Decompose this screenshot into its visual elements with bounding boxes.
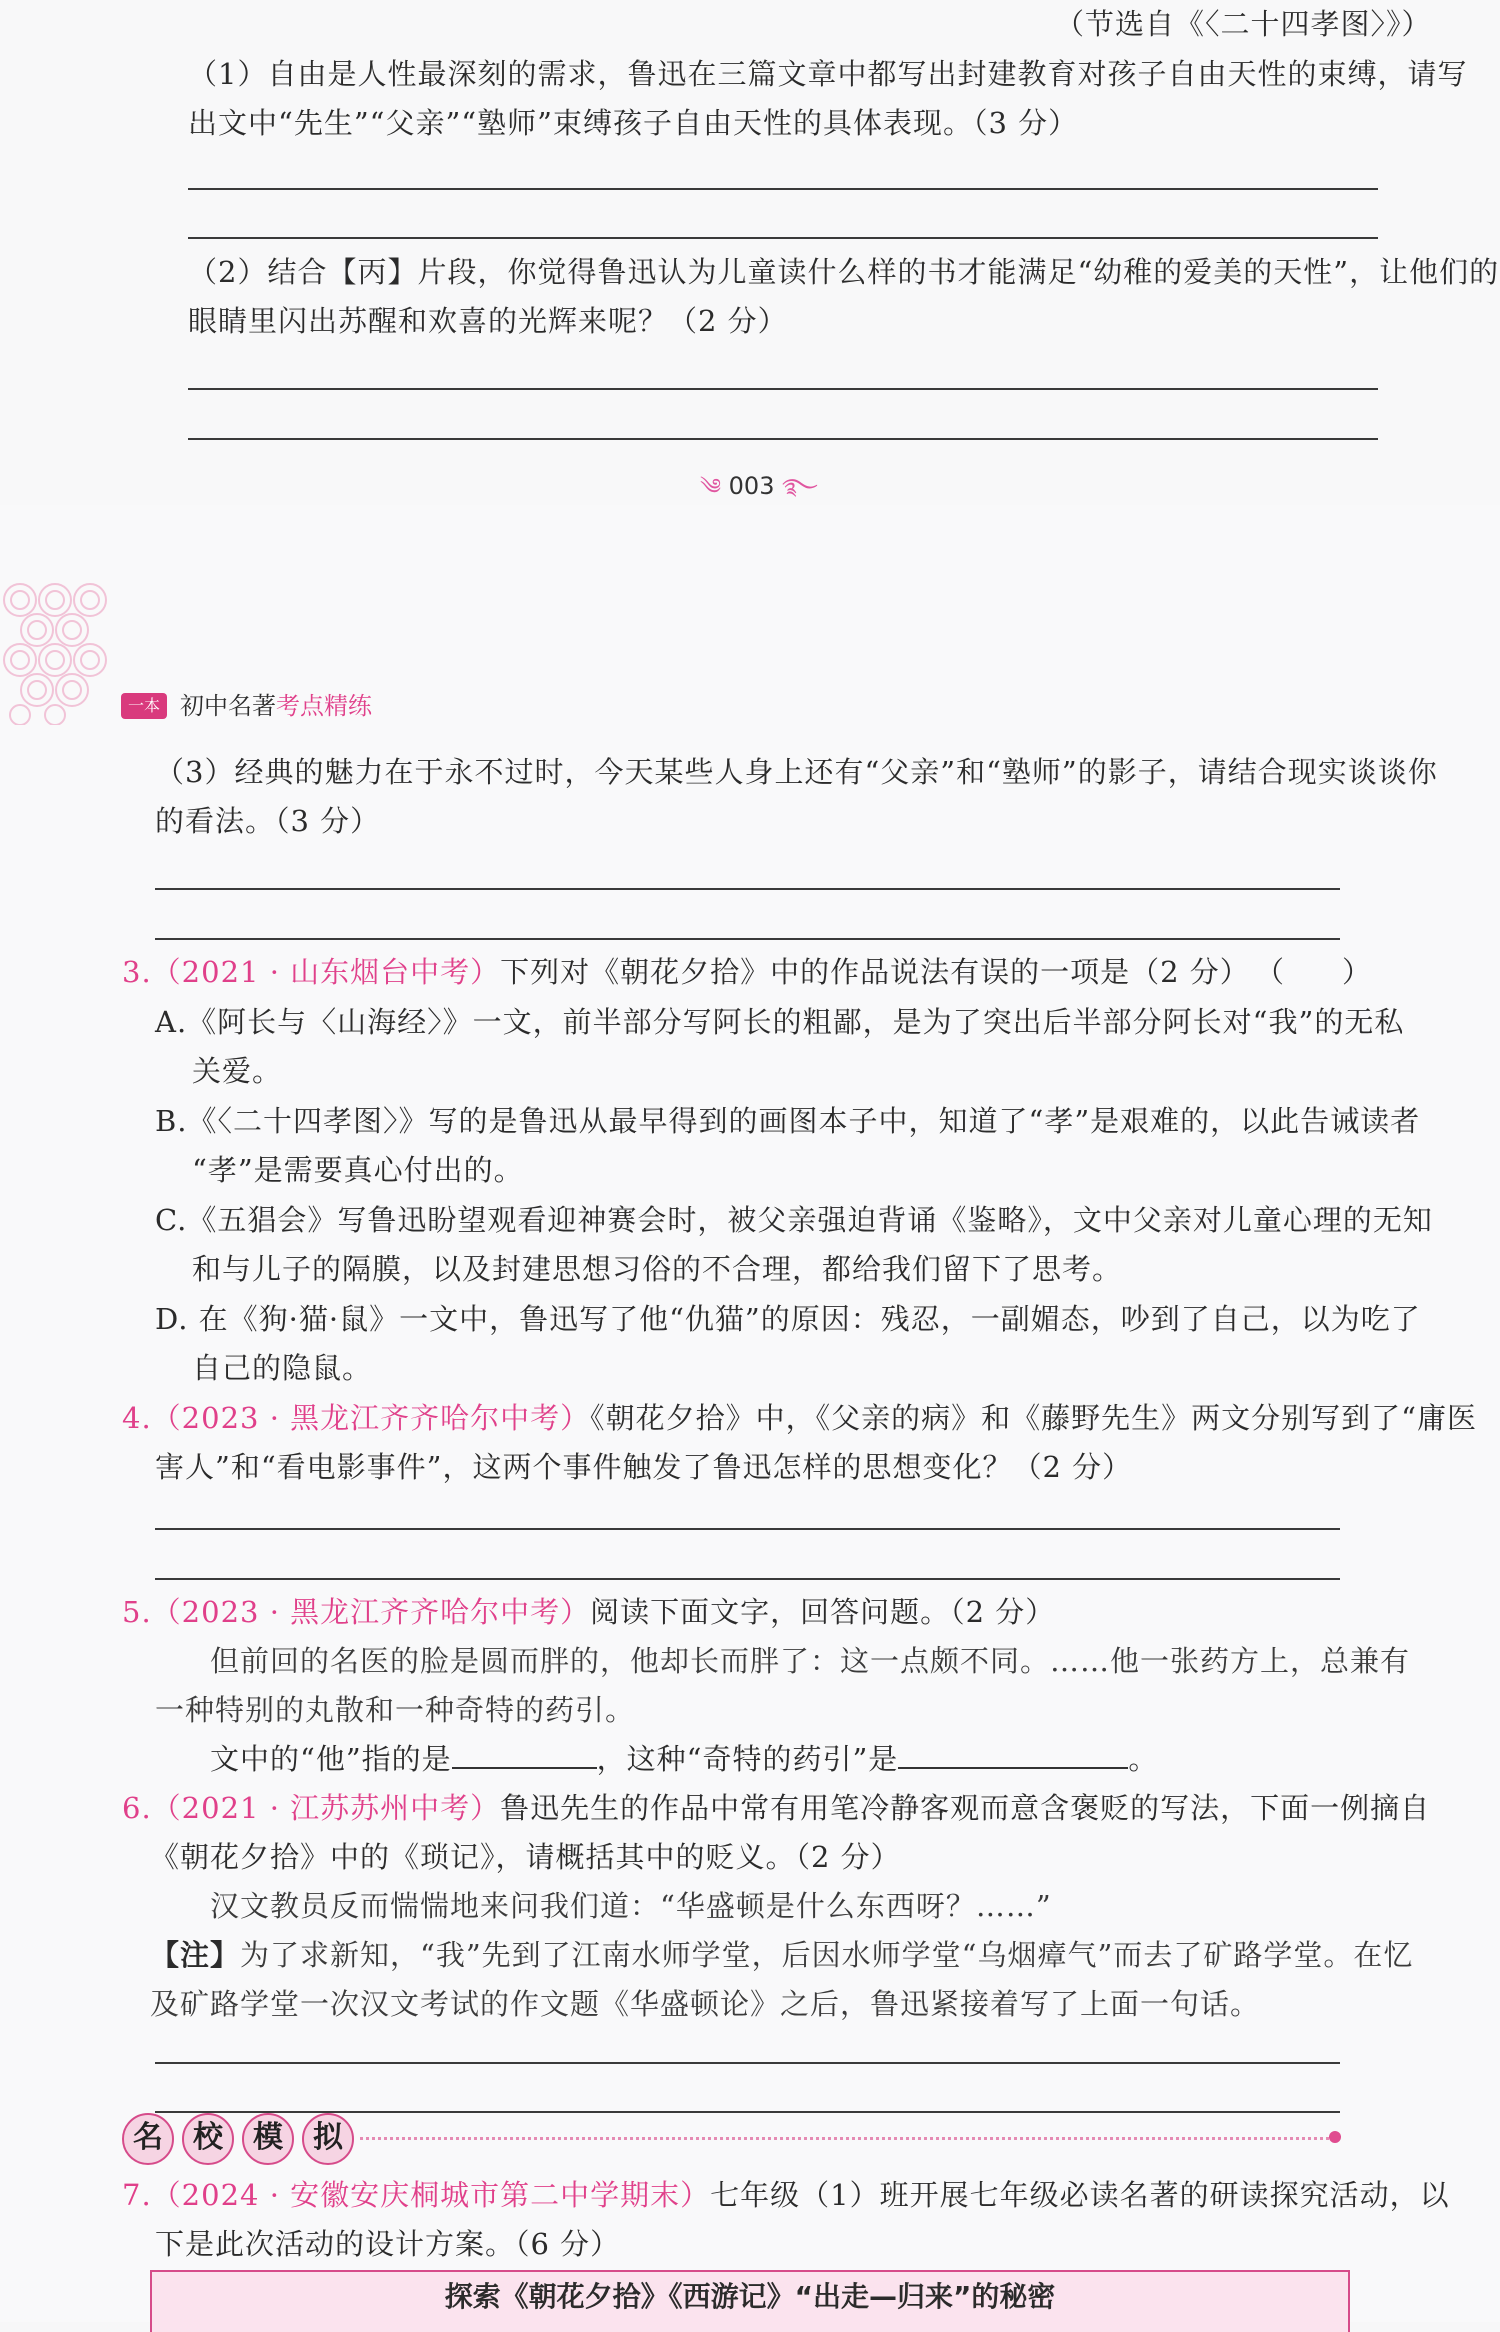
question-2-line-1: （2）结合【丙】片段，你觉得鲁迅认为儿童读什么样的书才能满足“幼稚的爱美的天性”，让他们的 bbox=[188, 255, 1500, 289]
activity-plan-box bbox=[150, 2270, 1350, 2332]
option-c-line-1: C.《五猖会》写鲁迅盼望观看迎神赛会时，被父亲强迫背诵《鉴略》，文中父亲对儿童心理的无知 bbox=[155, 1203, 1433, 1237]
question-3sub-line-1: （3）经典的魅力在于永不过时，今天某些人身上还有“父亲”和“塾师”的影子，请结合现实谈谈你 bbox=[155, 755, 1438, 789]
answer-line bbox=[155, 2062, 1340, 2064]
option-b-line-1: B.《〈二十四孝图〉》写的是鲁迅从最早得到的画图本子中，知道了“孝”是艰难的，以此告诫读者 bbox=[155, 1104, 1421, 1138]
fill-blank-input[interactable] bbox=[898, 1739, 1128, 1769]
header-title: 初中名著考点精练 bbox=[180, 692, 372, 720]
option-a-line-2: 关爱。 bbox=[192, 1054, 283, 1088]
fill-blank-input[interactable] bbox=[452, 1739, 597, 1769]
page-number: ༄ 003 ࿐ bbox=[700, 472, 818, 500]
option-a-line-1: A.《阿长与〈山海经〉》一文，前半部分写阿长的粗鄙，是为了突出后半部分阿长对“我”的无私 bbox=[155, 1005, 1405, 1039]
section-divider-dot-icon bbox=[1329, 2131, 1341, 2143]
question-1-line-1: （1）自由是人性最深刻的需求，鲁迅在三篇文章中都写出封建教育对孩子自由天性的束缚，请写 bbox=[188, 57, 1468, 91]
question-3sub-line-2: 的看法。（3 分） bbox=[155, 804, 381, 838]
answer-line bbox=[188, 237, 1378, 239]
section-title-famous-school-mock: 名 校 模 拟 bbox=[122, 2113, 362, 2165]
answer-line bbox=[155, 888, 1340, 890]
question-6-line-2: 《朝花夕拾》中的《琐记》，请概括其中的贬义。（2 分） bbox=[150, 1840, 901, 1874]
option-d-line-2: 自己的隐鼠。 bbox=[192, 1351, 373, 1385]
section-divider bbox=[360, 2137, 1335, 2140]
answer-line bbox=[155, 1578, 1340, 1580]
answer-line bbox=[155, 938, 1340, 940]
answer-bracket: （ ） bbox=[1255, 955, 1372, 989]
option-d-line-1: D. 在《狗·猫·鼠》一文中，鲁迅写了他“仇猫”的原因：残忍，一副媚态，吵到了自己，以为吃了 bbox=[155, 1302, 1421, 1336]
question-4-stem: 4.（2023 · 黑龙江齐齐哈尔中考）《朝花夕拾》中，《父亲的病》和《藤野先生》两文分别写到了“庸医 bbox=[122, 1401, 1477, 1435]
question-4-line-2: 害人”和“看电影事件”，这两个事件触发了鲁迅怎样的思想变化？（2 分） bbox=[155, 1450, 1133, 1484]
question-6-stem: 6.（2021 · 江苏苏州中考）鲁迅先生的作品中常有用笔冷静客观而意含褒贬的写法，下面一例摘自 bbox=[122, 1791, 1431, 1825]
question-6-note-line-2: 及矿路学堂一次汉文考试的作文题《华盛顿论》之后，鲁迅紧接着写了上面一句话。 bbox=[150, 1987, 1261, 2021]
question-6-quote: 汉文教员反而惴惴地来问我们道：“华盛顿是什么东西呀？……” bbox=[210, 1889, 1052, 1923]
question-7-line-2: 下是此次活动的设计方案。（6 分） bbox=[155, 2227, 621, 2261]
question-5-stem: 5.（2023 · 黑龙江齐齐哈尔中考）阅读下面文字，回答问题。（2 分） bbox=[122, 1595, 1056, 1629]
swirl-right-icon: ࿐ bbox=[782, 475, 818, 500]
option-c-line-2: 和与儿子的隔膜，以及封建思想习俗的不合理，都给我们留下了思考。 bbox=[192, 1252, 1123, 1286]
activity-plan-title: 探索《朝花夕拾》《西游记》“出走—归来”的秘密 bbox=[444, 2280, 1056, 2313]
answer-line bbox=[155, 1528, 1340, 1530]
question-7-stem: 7.（2024 · 安徽安庆桐城市第二中学期末）七年级（1）班开展七年级必读名著的研读探究活动，以 bbox=[122, 2178, 1450, 2212]
answer-line bbox=[188, 388, 1378, 390]
question-1-line-2: 出文中“先生”“父亲”“塾师”束缚孩子自由天性的具体表现。（3 分） bbox=[188, 106, 1079, 140]
question-5-quote-line-2: 一种特别的丸散和一种奇特的药引。 bbox=[155, 1693, 636, 1727]
question-6-note-line-1: 【注】为了求新知，“我”先到了江南水师学堂，后因水师学堂“乌烟瘴气”而去了矿路学堂。在忆 bbox=[150, 1938, 1414, 1972]
question-5-quote-line-1: 但前回的名医的脸是圆而胖的，他却长而胖了：这一点颇不同。……他一张药方上，总兼有 bbox=[210, 1644, 1411, 1678]
swirl-left-icon: ༄ bbox=[700, 475, 722, 500]
option-b-line-2: “孝”是需要真心付出的。 bbox=[192, 1153, 524, 1187]
header-logo-badge: 一本 bbox=[121, 693, 167, 719]
question-3-stem: 3.（2021 · 山东烟台中考）下列对《朝花夕拾》中的作品说法有误的一项是（2 分） bbox=[122, 955, 1250, 989]
question-2-line-2: 眼睛里闪出苏醒和欢喜的光辉来呢？（2 分） bbox=[188, 304, 788, 338]
source-citation: （节选自《〈二十四孝图〉》） bbox=[1055, 7, 1432, 41]
answer-line bbox=[188, 438, 1378, 440]
answer-line bbox=[188, 188, 1378, 190]
decorative-cloud-pattern-icon bbox=[0, 580, 110, 725]
question-5-fill-blanks: 文中的“他”指的是 ，这种“奇特的药引”是 。 bbox=[210, 1735, 1158, 1783]
